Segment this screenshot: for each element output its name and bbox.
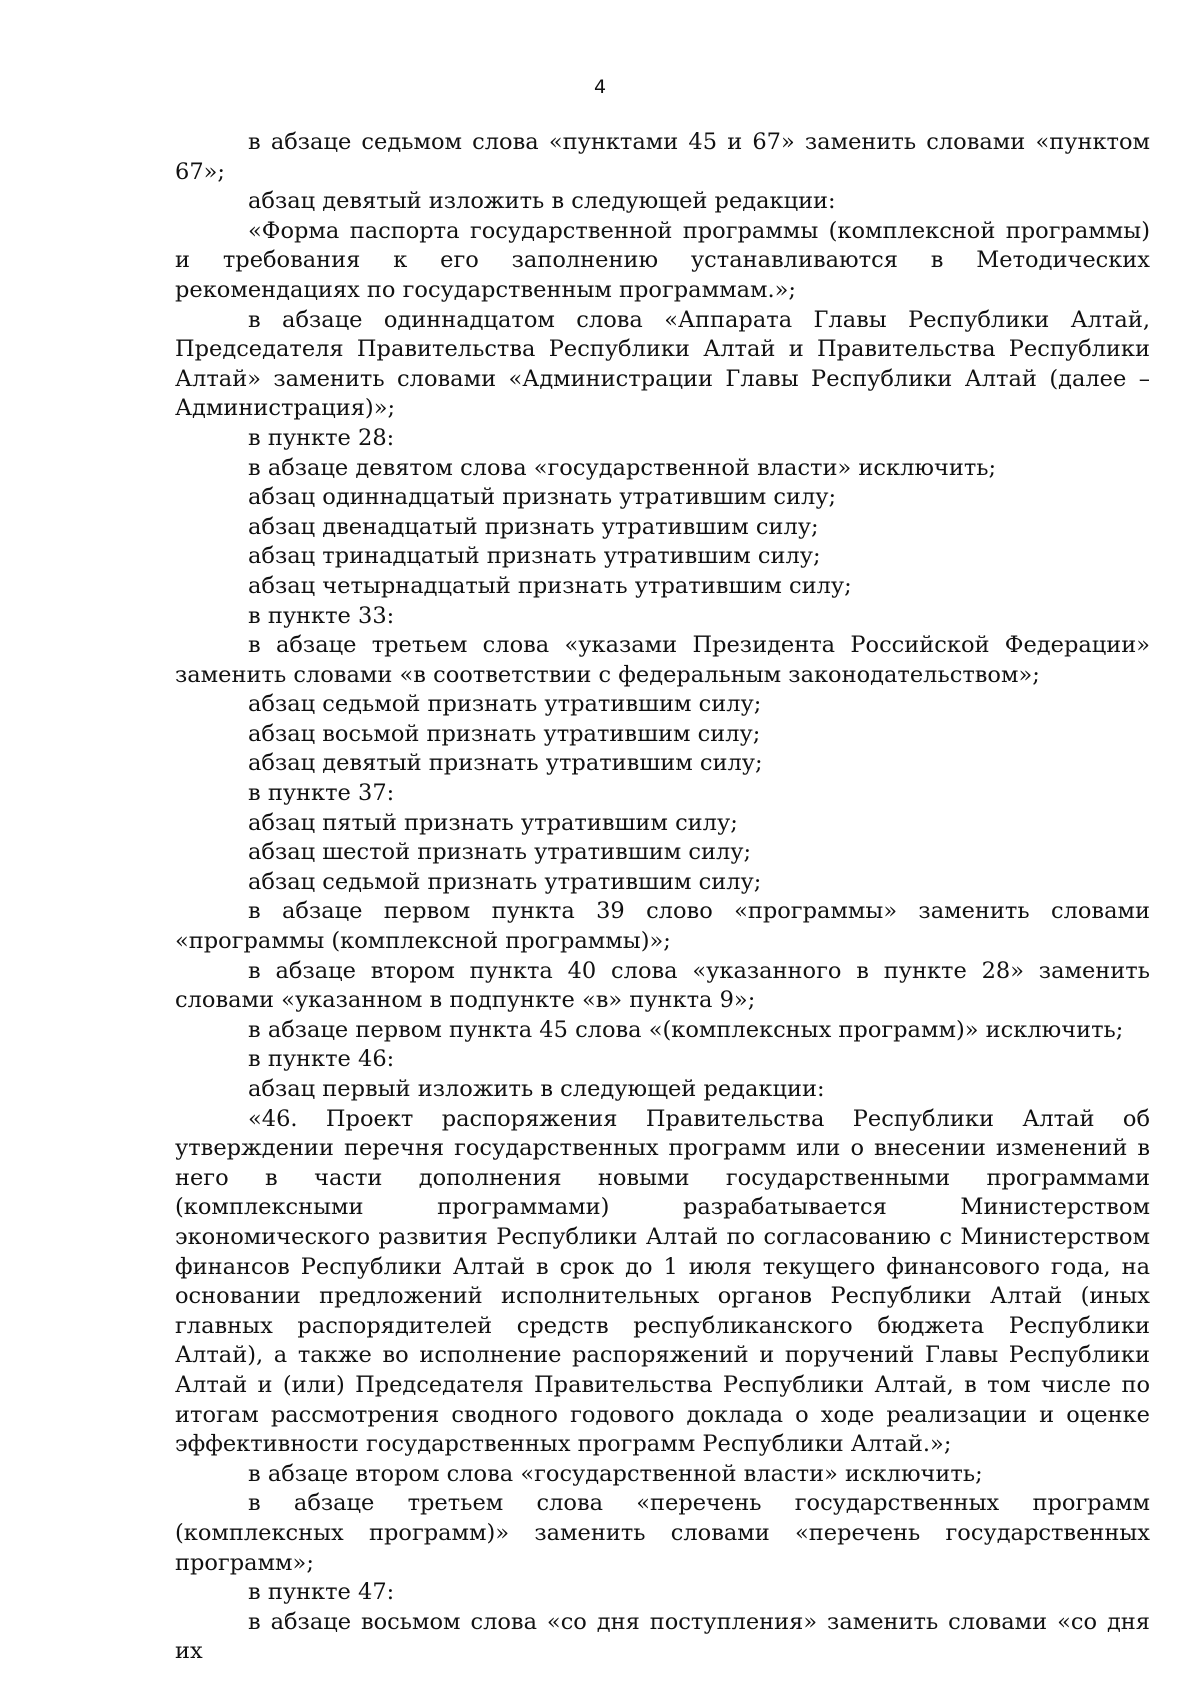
paragraph: абзац четырнадцатый признать утратившим силу; xyxy=(248,572,852,599)
paragraph: в абзаце третьем слова «перечень государственных программ (комплексных программ)» заменить словами «перечень государственных программ»; xyxy=(175,1490,1150,1576)
paragraph: абзац восьмой признать утратившим силу; xyxy=(248,720,761,747)
paragraph: «Форма паспорта государственной программы (комплексной программы) и требования к его заполнению устанавливаются в Методических рекомендациях по государственным программам.»; xyxy=(175,217,1150,303)
paragraph: в пункте 28: xyxy=(248,424,395,451)
paragraph: «46. Проект распоряжения Правительства Республики Алтай об утверждении перечня государственных программ или о внесении изменений в него в части дополнения новыми государственными программами (комплексными программами) разрабатывается Министерством экономического развития Республики Алтай по согласованию с Министерством финансов Республики Алтай в срок до 1 июля текущего финансового года, на основании предложений исполнительных органов Республики Алтай (иных главных распорядителей средств республиканского бюджета Республики Алтай), а также во исполнение распоряжений и поручений Главы Республики Алтай и (или) Председателя Правительства Республики Алтай, в том числе по итогам рассмотрения сводного годового доклада о ходе реализации и оценке эффективности государственных программ Республики Алтай.»; xyxy=(175,1105,1150,1458)
page-number: 4 xyxy=(593,76,607,98)
paragraph: в пункте 37: xyxy=(248,780,395,807)
paragraph: в абзаце седьмом слова «пунктами 45 и 67» заменить словами «пунктом 67»; xyxy=(175,129,1150,185)
paragraph: абзац тринадцатый признать утратившим силу; xyxy=(248,543,821,570)
paragraph: в абзаце девятом слова «государственной власти» исключить; xyxy=(248,454,997,481)
paragraph: абзац девятый изложить в следующей редакции: xyxy=(248,188,836,215)
paragraph: абзац двенадцатый признать утратившим силу; xyxy=(248,513,819,540)
paragraph: в абзаце восьмом слова «со дня поступления» заменить словами «со дня их xyxy=(175,1608,1150,1665)
paragraph: в абзаце втором слова «государственной власти» исключить; xyxy=(248,1460,983,1487)
paragraph: в абзаце одиннадцатом слова «Аппарата Главы Республики Алтай, Председателя Правительства Республики Алтай и Правительства Республики Алтай» заменить словами «Администрации Главы Республики Алтай (далее – Администрация)»; xyxy=(175,306,1150,422)
paragraph: в пункте 33: xyxy=(248,602,395,629)
paragraph: абзац первый изложить в следующей редакции: xyxy=(248,1076,825,1102)
paragraph: в абзаце первом пункта 39 слово «программы» заменить словами «программы (комплексной программы)»; xyxy=(175,898,1150,955)
paragraph: в пункте 47: xyxy=(248,1579,395,1606)
paragraph: в абзаце первом пункта 45 слова «(комплексных программ)» исключить; xyxy=(248,1016,1124,1043)
paragraph: в абзаце третьем слова «указами Президента Российской Федерации» заменить словами «в соответствии с федеральным законодательством»; xyxy=(175,632,1150,688)
paragraph: абзац седьмой признать утратившим силу; xyxy=(248,868,762,895)
paragraph: абзац шестой признать утратившим силу; xyxy=(248,839,752,866)
paragraph: абзац одиннадцатый признать утратившим силу; xyxy=(248,484,837,511)
paragraph: в пункте 46: xyxy=(248,1046,395,1073)
paragraph: абзац седьмой признать утратившим силу; xyxy=(248,691,762,718)
paragraph: в абзаце втором пункта 40 слова «указанного в пункте 28» заменить словами «указанном в подпункте «в» пункта 9»; xyxy=(175,957,1150,1014)
paragraph: абзац девятый признать утратившим силу; xyxy=(248,750,763,777)
document-body xyxy=(175,128,1150,1667)
paragraph: абзац пятый признать утратившим силу; xyxy=(248,809,738,836)
